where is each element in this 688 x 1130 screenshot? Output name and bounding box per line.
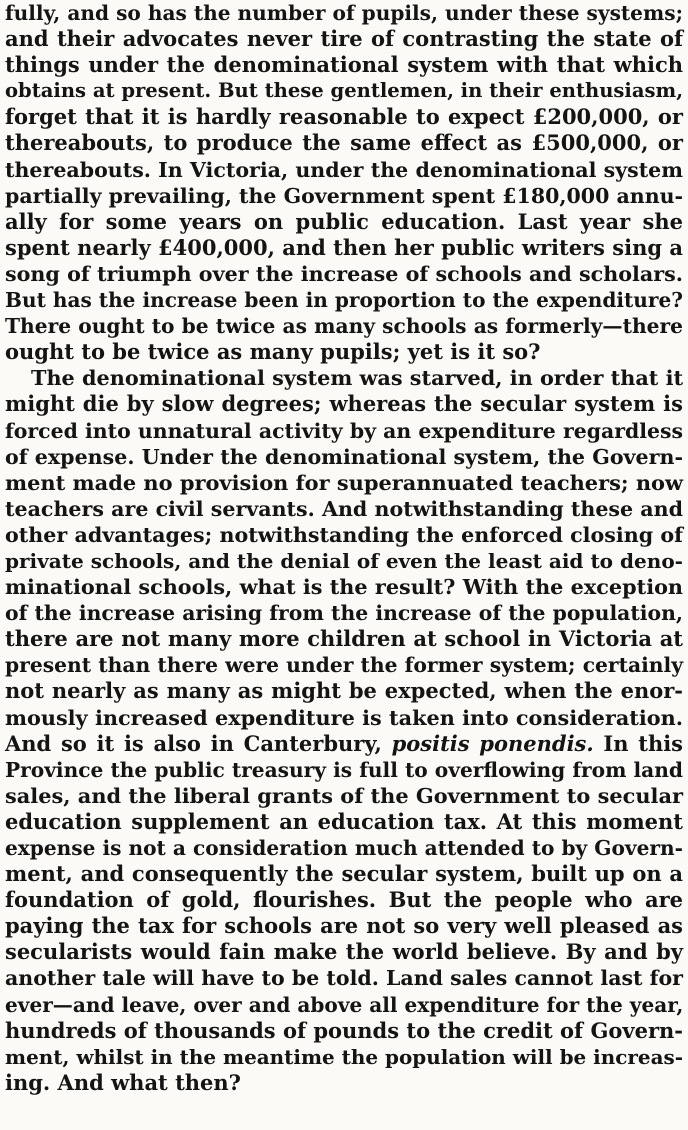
text-line: of the increase arising from the increase of the population, bbox=[5, 601, 683, 626]
document-page bbox=[5, 0, 683, 1096]
text-line: there are not many more children at school in Victoria at bbox=[5, 626, 683, 652]
italic-phrase: positis ponendis. bbox=[391, 730, 594, 756]
text-line: foundation of gold, flourishes. But the people who are bbox=[5, 887, 683, 913]
text-line: song of triumph over the increase of schools and scholars. bbox=[5, 261, 683, 286]
text-line: ment, and consequently the secular system, built up on a bbox=[5, 861, 683, 887]
text-segment: In this bbox=[593, 730, 684, 756]
text-line: and their advocates never tire of contrasting the state of bbox=[5, 26, 683, 52]
text-line: ment made no provision for superannuated teachers; now bbox=[5, 469, 683, 495]
text-line: ment, whilst in the meantime the population will be increas- bbox=[5, 1044, 683, 1069]
text-line: ever—and leave, over and above all expenditure for the year, bbox=[5, 992, 684, 1017]
text-line: thereabouts. In Victoria, under the denominational system bbox=[5, 157, 683, 182]
text-line: education supplement an education tax. At this moment bbox=[5, 808, 683, 834]
text-line: forced into unnatural activity by an expenditure regardless bbox=[5, 418, 683, 443]
text-line: not nearly as many as might be expected, when the enor- bbox=[5, 678, 683, 704]
text-line: forget that it is hardly reasonable to expect £200,000, or bbox=[5, 104, 683, 130]
text-line: sales, and the liberal grants of the Government to secular bbox=[5, 782, 683, 808]
text-line: There ought to be twice as many schools as formerly—there bbox=[5, 314, 683, 339]
text-line: of expense. Under the denominational system, the Govern- bbox=[5, 444, 683, 469]
text-line: partially prevailing, the Government spent £180,000 annu- bbox=[5, 183, 684, 208]
text-line: thereabouts, to produce the same effect as £500,000, or bbox=[5, 130, 683, 156]
text-line: minational schools, what is the result? With the exception bbox=[5, 575, 683, 600]
text-line: might die by slow degrees; whereas the secular system is bbox=[5, 391, 683, 417]
text-line: things under the denominational system with that which bbox=[5, 52, 683, 78]
text-line: spent nearly £400,000, and then her public writers sing a bbox=[5, 234, 683, 260]
text-line: teachers are civil servants. And notwithstanding these and bbox=[5, 496, 683, 521]
paragraph bbox=[5, 365, 683, 1096]
text-line: Province the public treasury is full to overflowing from land bbox=[5, 757, 683, 782]
paragraph bbox=[5, 0, 683, 365]
text-line: secularists would fain make the world believe. By and by bbox=[5, 939, 683, 965]
text-segment: And so it is also in Canterbury, bbox=[5, 730, 392, 756]
text-line: another tale will have to be told. Land sales cannot last for bbox=[5, 966, 683, 991]
text-line: paying the tax for schools are not so very well pleased as bbox=[5, 913, 683, 939]
text-line: ally for some years on public education. Last year she bbox=[5, 208, 683, 234]
text-line: present than there were under the former system; certainly bbox=[5, 653, 683, 678]
text-line: mously increased expenditure is taken into consideration. bbox=[5, 704, 683, 730]
text-line: ought to be twice as many pupils; yet is it so? bbox=[5, 339, 541, 365]
text-line: private schools, and the denial of even the least aid to deno- bbox=[5, 548, 683, 573]
text-line: ing. And what then? bbox=[5, 1069, 241, 1095]
text-line: expense is not a consideration much attended to by Govern- bbox=[5, 836, 683, 860]
text-line: hundreds of thousands of pounds to the credit of Govern- bbox=[5, 1017, 683, 1043]
text-line: fully, and so has the number of pupils, under these systems; bbox=[5, 1, 683, 25]
text-line: obtains at present. But these gentlemen, in their enthusiasm, bbox=[5, 79, 684, 103]
text-line: The denominational system was starved, in order that it bbox=[31, 365, 684, 391]
text-line: other advantages; notwithstanding the enforced closing of bbox=[5, 522, 683, 547]
text-line bbox=[5, 731, 683, 757]
text-line: But has the increase been in proportion to the expenditure? bbox=[5, 288, 683, 313]
